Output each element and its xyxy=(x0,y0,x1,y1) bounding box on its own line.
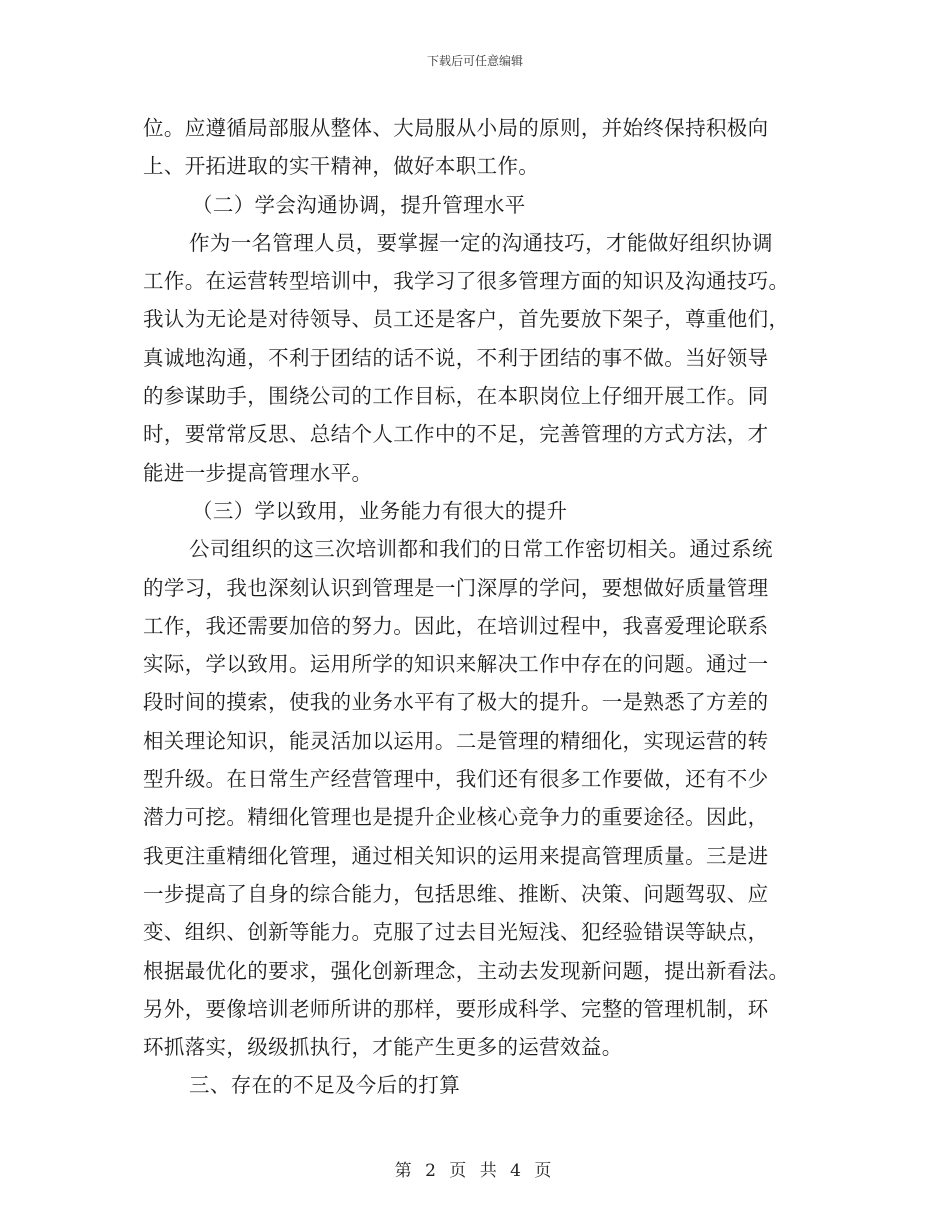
body-line: 变、组织、创新等能力。克服了过去目光短浅、犯经验错误等缺点， xyxy=(143,920,769,945)
body-line: 位。应遵循局部服从整体、大局服从小局的原则，并始终保持积极向 xyxy=(143,116,769,140)
body-line: 的学习，我也深刻认识到管理是一门深厚的学问，要想做好质量管理 xyxy=(143,575,769,600)
body-line: 型升级。在日常生产经营管理中，我们还有很多工作要做，还有不少 xyxy=(143,767,769,792)
paragraph-start: 作为一名管理人员，要掌握一定的沟通技巧，才能做好组织协调 xyxy=(189,230,773,255)
body-line: 我更注重精细化管理，通过相关知识的运用来提高管理质量。三是进 xyxy=(143,843,769,868)
section-heading: 三、存在的不足及今后的打算 xyxy=(189,1073,461,1098)
page-number-footer: 第 2 页 共 4 页 xyxy=(394,1161,556,1181)
body-line: 一步提高了自身的综合能力，包括思维、推断、决策、问题驾驭、应 xyxy=(143,881,769,906)
body-line: 实际，学以致用。运用所学的知识来解决工作中存在的问题。通过一 xyxy=(143,652,769,677)
body-line: 时，要常常反思、总结个人工作中的不足，完善管理的方式方法，才 xyxy=(143,422,769,447)
body-line: 根据最优化的要求，强化创新理念，主动去发现新问题，提出新看法。 xyxy=(143,958,790,983)
page-header: 下载后可任意编辑 xyxy=(426,54,523,68)
body-line: 能进一步提高管理水平。 xyxy=(143,460,373,485)
body-line: 另外，要像培训老师所讲的那样，要形成科学、完整的管理机制，环 xyxy=(143,996,769,1021)
body-line: 真诚地沟通，不利于团结的话不说，不利于团结的事不做。当好领导 xyxy=(143,345,769,370)
body-line: 上、开拓进取的实干精神，做好本职工作。 xyxy=(143,154,540,179)
body-line: 潜力可挖。精细化管理也是提升企业核心竞争力的重要途径。因此， xyxy=(143,805,769,830)
section-heading: （三）学以致用，业务能力有很大的提升 xyxy=(192,498,568,523)
body-line: 工作，我还需要加倍的努力。因此，在培训过程中，我喜爱理论联系 xyxy=(143,613,769,638)
body-line: 段时间的摸索，使我的业务水平有了极大的提升。一是熟悉了方差的 xyxy=(143,690,769,715)
document-body xyxy=(143,109,823,1105)
body-line: 相关理论知识，能灵活加以运用。二是管理的精细化，实现运营的转 xyxy=(143,728,769,753)
body-line: 的参谋助手，围绕公司的工作目标，在本职岗位上仔细开展工作。同 xyxy=(143,384,769,409)
body-line: 环抓落实，级级抓执行，才能产生更多的运营效益。 xyxy=(143,1035,623,1060)
paragraph-start: 公司组织的这三次培训都和我们的日常工作密切相关。通过系统 xyxy=(189,537,773,562)
body-line: 我认为无论是对待领导、员工还是客户，首先要放下架子，尊重他们， xyxy=(143,307,790,332)
body-line: 工作。在运营转型培训中，我学习了很多管理方面的知识及沟通技巧。 xyxy=(143,269,790,294)
section-heading: （二）学会沟通协调，提升管理水平 xyxy=(192,192,526,217)
